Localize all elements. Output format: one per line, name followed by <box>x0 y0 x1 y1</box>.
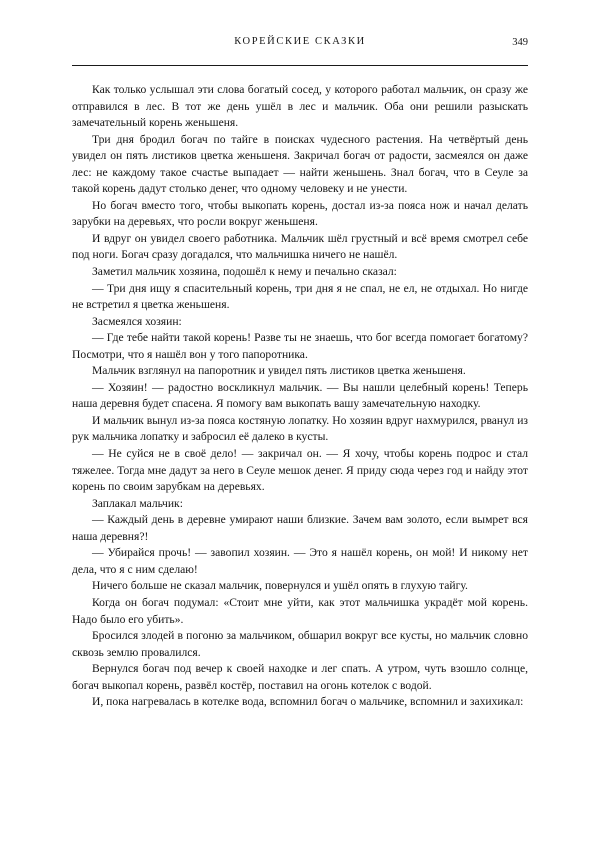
paragraph: Три дня бродил богач по тайге в поисках чудесного растения. На четвёртый день увидел он пять листиков цветка женьшеня. Закричал богач от радости, засмеялся он даже лес: не каждому такое счастье выпадает — найти женьшень. Знал богач, что в Сеуле за такой корень дадут столько денег, что одному человеку и не унести. <box>72 132 528 196</box>
paragraph: Вернулся богач под вечер к своей находке и лег спать. А утром, чуть взошло солнце, богач выкопал корень, развёл костёр, поставил на огонь котелок с водой. <box>72 662 528 692</box>
paragraph: Бросился злодей в погоню за мальчиком, обшарил вокруг все кусты, но мальчик словно сквозь землю провалился. <box>72 629 528 659</box>
dialogue-line: — Где тебе найти такой корень! Разве ты не знаешь, что бог всегда помогает богатому? Посмотри, что я нашёл вон у того папоротника. <box>72 331 528 361</box>
paragraph: Мальчик взглянул на папоротник и увидел пять листиков цветка женьшеня. <box>92 364 466 378</box>
paragraph: Ничего больше не сказал мальчик, повернулся и ушёл опять в глухую тайгу. <box>92 579 468 593</box>
paragraph: Заметил мальчик хозяина, подошёл к нему и печально сказал: <box>92 265 397 279</box>
header-divider <box>72 65 528 66</box>
page-number: 349 <box>512 37 528 48</box>
dialogue-line: — Убирайся прочь! — завопил хозяин. — Это я нашёл корень, он мой! И никому нет дела, что я с ним сделаю! <box>72 546 528 576</box>
paragraph: Заплакал мальчик: <box>92 496 183 510</box>
dialogue-line: — Каждый день в деревне умирают наши близкие. Зачем вам золото, если вымрет вся наша деревня?! <box>72 513 528 543</box>
paragraph: И вдруг он увидел своего работника. Мальчик шёл грустный и всё время смотрел себе под ноги. Богач сразу догадался, что мальчишка ничего не нашёл. <box>72 231 528 262</box>
paragraph: И, пока нагревалась в котелке вода, вспомнил богач о мальчике, вспомнил и захихикал: <box>92 695 524 709</box>
page-content <box>72 36 528 711</box>
paragraph: И мальчик вынул из-за пояса костяную лопатку. Но хозяин вдруг нахмурился, рванул из рук мальчика лопатку и забросил её далеко в кусты. <box>72 413 528 444</box>
story-body <box>72 82 528 711</box>
dialogue-line: — Не суйся не в своё дело! — закричал он. — Я хочу, чтобы корень подрос и стал тяжелее. Тогда мне дадут за него в Сеуле мешок денег. Я приду сюда через год и найду этот корень по своим зарубкам на деревьях. <box>72 447 528 494</box>
paragraph: Но богач вместо того, чтобы выкопать корень, достал из-за пояса нож и начал делать зарубки на деревьях, что росли вокруг женьшеня. <box>72 198 528 229</box>
paragraph: Как только услышал эти слова богатый сосед, у которого работал мальчик, он сразу же отправился в лес. В тот же день ушёл в лес и мальчик. Оба они решили разыскать замечательный корень женьшеня. <box>72 83 528 130</box>
paragraph: Когда он богач подумал: «Стоит мне уйти, как этот мальчишка украдёт мой корень. Надо было его убить». <box>72 595 528 626</box>
dialogue-line: — Хозяин! — радостно воскликнул мальчик. — Вы нашли целебный корень! Теперь наша деревня будет спасена. Я помогу вам выкопать вашу замечательную находку. <box>72 380 528 411</box>
running-head <box>72 36 528 62</box>
running-head-title: КОРЕЙСКИЕ СКАЗКИ <box>234 36 366 47</box>
paragraph: Засмеялся хозяин: <box>92 314 182 328</box>
dialogue-line: — Три дня ищу я спасительный корень, три дня я не спал, не ел, не отдыхал. Но нигде не встретил я цветка женьшеня. <box>72 281 528 312</box>
